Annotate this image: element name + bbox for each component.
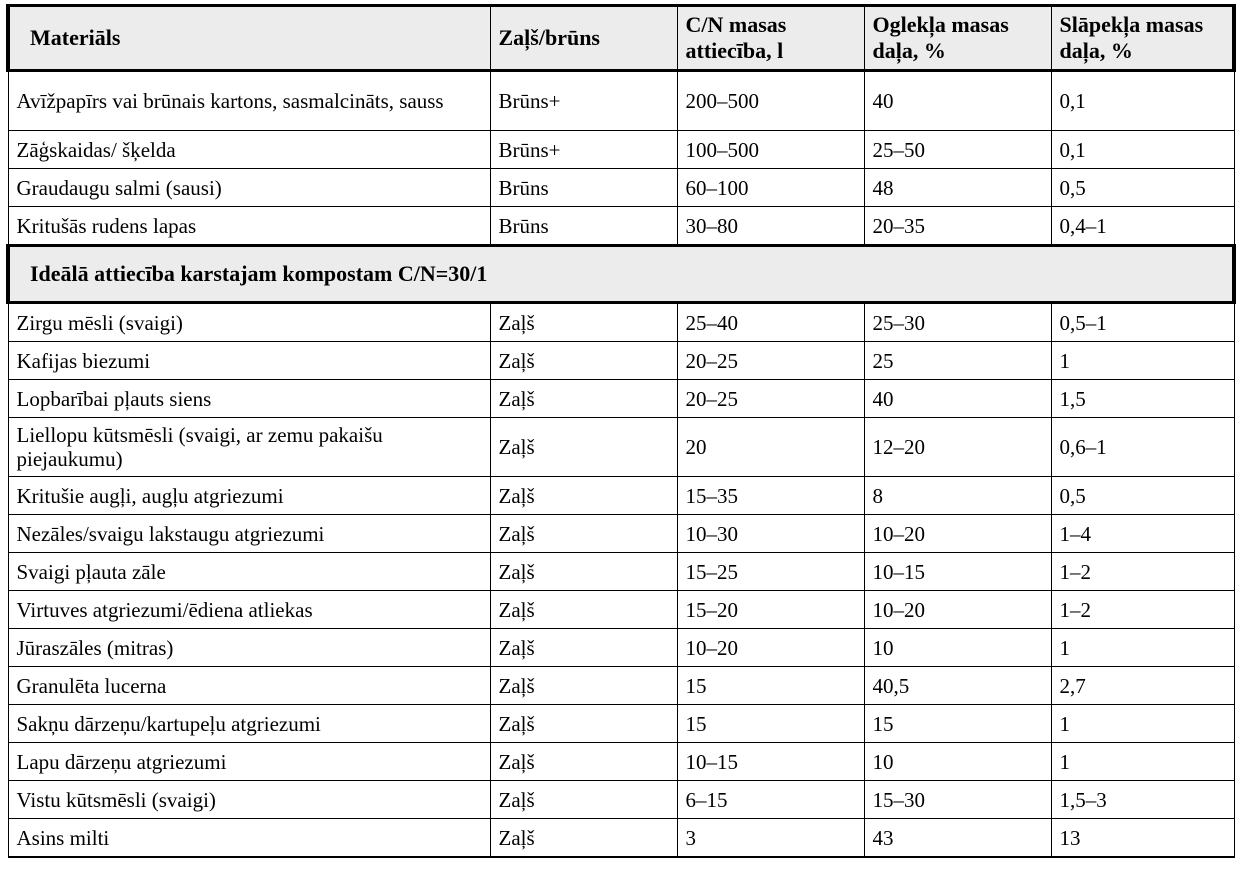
table-row [8, 380, 1234, 418]
cell-cn-ratio: 10–20 [677, 629, 864, 667]
cell-nitrogen: 0,4–1 [1051, 207, 1234, 246]
cell-nitrogen: 1 [1051, 629, 1234, 667]
cell-material: Nezāles/svaigu lakstaugu atgriezumi [8, 515, 490, 553]
cell-carbon: 48 [864, 169, 1051, 207]
cell-type: Zaļš [490, 515, 677, 553]
cell-type: Zaļš [490, 819, 677, 858]
cell-material: Lopbarībai pļauts siens [8, 380, 490, 418]
cell-material: Kritušās rudens lapas [8, 207, 490, 246]
cell-cn-ratio: 200–500 [677, 71, 864, 131]
cell-material: Lapu dārzeņu atgriezumi [8, 743, 490, 781]
table-row [8, 131, 1234, 169]
table-header [8, 6, 1234, 71]
cell-nitrogen: 0,5 [1051, 477, 1234, 515]
table-row [8, 169, 1234, 207]
header-material: Materiāls [8, 6, 490, 71]
cell-type: Zaļš [490, 591, 677, 629]
cell-carbon: 40,5 [864, 667, 1051, 705]
cell-cn-ratio: 20–25 [677, 380, 864, 418]
cell-nitrogen: 1,5 [1051, 380, 1234, 418]
cell-type: Zaļš [490, 553, 677, 591]
cell-carbon: 20–35 [864, 207, 1051, 246]
cell-cn-ratio: 15 [677, 705, 864, 743]
cell-material: Asins milti [8, 819, 490, 858]
table-row [8, 342, 1234, 380]
cell-material: Sakņu dārzeņu/kartupeļu atgriezumi [8, 705, 490, 743]
cell-cn-ratio: 10–30 [677, 515, 864, 553]
cell-type: Zaļš [490, 477, 677, 515]
cell-cn-ratio: 60–100 [677, 169, 864, 207]
cell-material: Graudaugu salmi (sausi) [8, 169, 490, 207]
cell-material: Kafijas biezumi [8, 342, 490, 380]
section-label: Ideālā attiecība karstajam kompostam C/N=30/1 [8, 246, 1234, 303]
cell-nitrogen: 0,1 [1051, 131, 1234, 169]
cell-type: Zaļš [490, 667, 677, 705]
cell-nitrogen: 0,1 [1051, 71, 1234, 131]
cell-cn-ratio: 15–20 [677, 591, 864, 629]
header-nitrogen-share: Slāpekļa masas daļa, % [1051, 6, 1234, 71]
table-row [8, 781, 1234, 819]
table-row [8, 303, 1234, 342]
table-body [8, 71, 1234, 858]
table-row [8, 705, 1234, 743]
cell-type: Zaļš [490, 705, 677, 743]
cell-carbon: 10 [864, 743, 1051, 781]
cell-cn-ratio: 15–25 [677, 553, 864, 591]
header-carbon-share: Oglekļa masas daļa, % [864, 6, 1051, 71]
table-row [8, 667, 1234, 705]
table-row [8, 743, 1234, 781]
cell-carbon: 40 [864, 380, 1051, 418]
cell-cn-ratio: 6–15 [677, 781, 864, 819]
cell-nitrogen: 2,7 [1051, 667, 1234, 705]
cell-carbon: 12–20 [864, 418, 1051, 477]
cell-material: Vistu kūtsmēsli (svaigi) [8, 781, 490, 819]
cell-carbon: 25–50 [864, 131, 1051, 169]
cell-carbon: 10–15 [864, 553, 1051, 591]
cell-cn-ratio: 15–35 [677, 477, 864, 515]
table-row [8, 553, 1234, 591]
cell-carbon: 25–30 [864, 303, 1051, 342]
cell-carbon: 10–20 [864, 515, 1051, 553]
cell-nitrogen: 1–2 [1051, 553, 1234, 591]
header-green-brown: Zaļš/brūns [490, 6, 677, 71]
cell-cn-ratio: 15 [677, 667, 864, 705]
cell-nitrogen: 0,6–1 [1051, 418, 1234, 477]
cell-nitrogen: 0,5 [1051, 169, 1234, 207]
cell-carbon: 25 [864, 342, 1051, 380]
cell-type: Zaļš [490, 342, 677, 380]
table-row [8, 591, 1234, 629]
cell-cn-ratio: 20–25 [677, 342, 864, 380]
cell-material: Granulēta lucerna [8, 667, 490, 705]
cell-carbon: 15–30 [864, 781, 1051, 819]
cell-carbon: 43 [864, 819, 1051, 858]
cell-nitrogen: 1 [1051, 342, 1234, 380]
table-row [8, 629, 1234, 667]
compost-materials-table [6, 4, 1236, 858]
cell-nitrogen: 1,5–3 [1051, 781, 1234, 819]
cell-type: Brūns+ [490, 131, 677, 169]
cell-carbon: 10–20 [864, 591, 1051, 629]
cell-carbon: 10 [864, 629, 1051, 667]
cell-nitrogen: 1 [1051, 705, 1234, 743]
cell-type: Zaļš [490, 418, 677, 477]
cell-carbon: 15 [864, 705, 1051, 743]
table-row [8, 819, 1234, 858]
cell-cn-ratio: 3 [677, 819, 864, 858]
cell-material: Jūraszāles (mitras) [8, 629, 490, 667]
cell-type: Zaļš [490, 303, 677, 342]
cell-material: Virtuves atgriezumi/ēdiena atliekas [8, 591, 490, 629]
cell-nitrogen: 1–2 [1051, 591, 1234, 629]
cell-nitrogen: 13 [1051, 819, 1234, 858]
cell-cn-ratio: 20 [677, 418, 864, 477]
table-row [8, 71, 1234, 131]
header-row [8, 6, 1234, 71]
table-row [8, 418, 1234, 477]
header-cn-ratio: C/N masas attiecība, l [677, 6, 864, 71]
cell-cn-ratio: 100–500 [677, 131, 864, 169]
cell-type: Brūns [490, 207, 677, 246]
cell-cn-ratio: 10–15 [677, 743, 864, 781]
cell-cn-ratio: 25–40 [677, 303, 864, 342]
cell-type: Brūns [490, 169, 677, 207]
table-row [8, 477, 1234, 515]
table-row [8, 207, 1234, 246]
section-row [8, 246, 1234, 303]
cell-type: Brūns+ [490, 71, 677, 131]
cell-nitrogen: 1 [1051, 743, 1234, 781]
cell-type: Zaļš [490, 781, 677, 819]
cell-material: Zāģskaidas/ šķelda [8, 131, 490, 169]
cell-material: Kritušie augļi, augļu atgriezumi [8, 477, 490, 515]
cell-type: Zaļš [490, 743, 677, 781]
table-row [8, 515, 1234, 553]
cell-type: Zaļš [490, 380, 677, 418]
cell-type: Zaļš [490, 629, 677, 667]
cell-material: Zirgu mēsli (svaigi) [8, 303, 490, 342]
cell-nitrogen: 0,5–1 [1051, 303, 1234, 342]
cell-cn-ratio: 30–80 [677, 207, 864, 246]
cell-material: Svaigi pļauta zāle [8, 553, 490, 591]
cell-nitrogen: 1–4 [1051, 515, 1234, 553]
cell-carbon: 8 [864, 477, 1051, 515]
cell-material: Liellopu kūtsmēsli (svaigi, ar zemu pakaišu piejaukumu) [8, 418, 490, 477]
cell-carbon: 40 [864, 71, 1051, 131]
cell-material: Avīžpapīrs vai brūnais kartons, sasmalcināts, sauss [8, 71, 490, 131]
